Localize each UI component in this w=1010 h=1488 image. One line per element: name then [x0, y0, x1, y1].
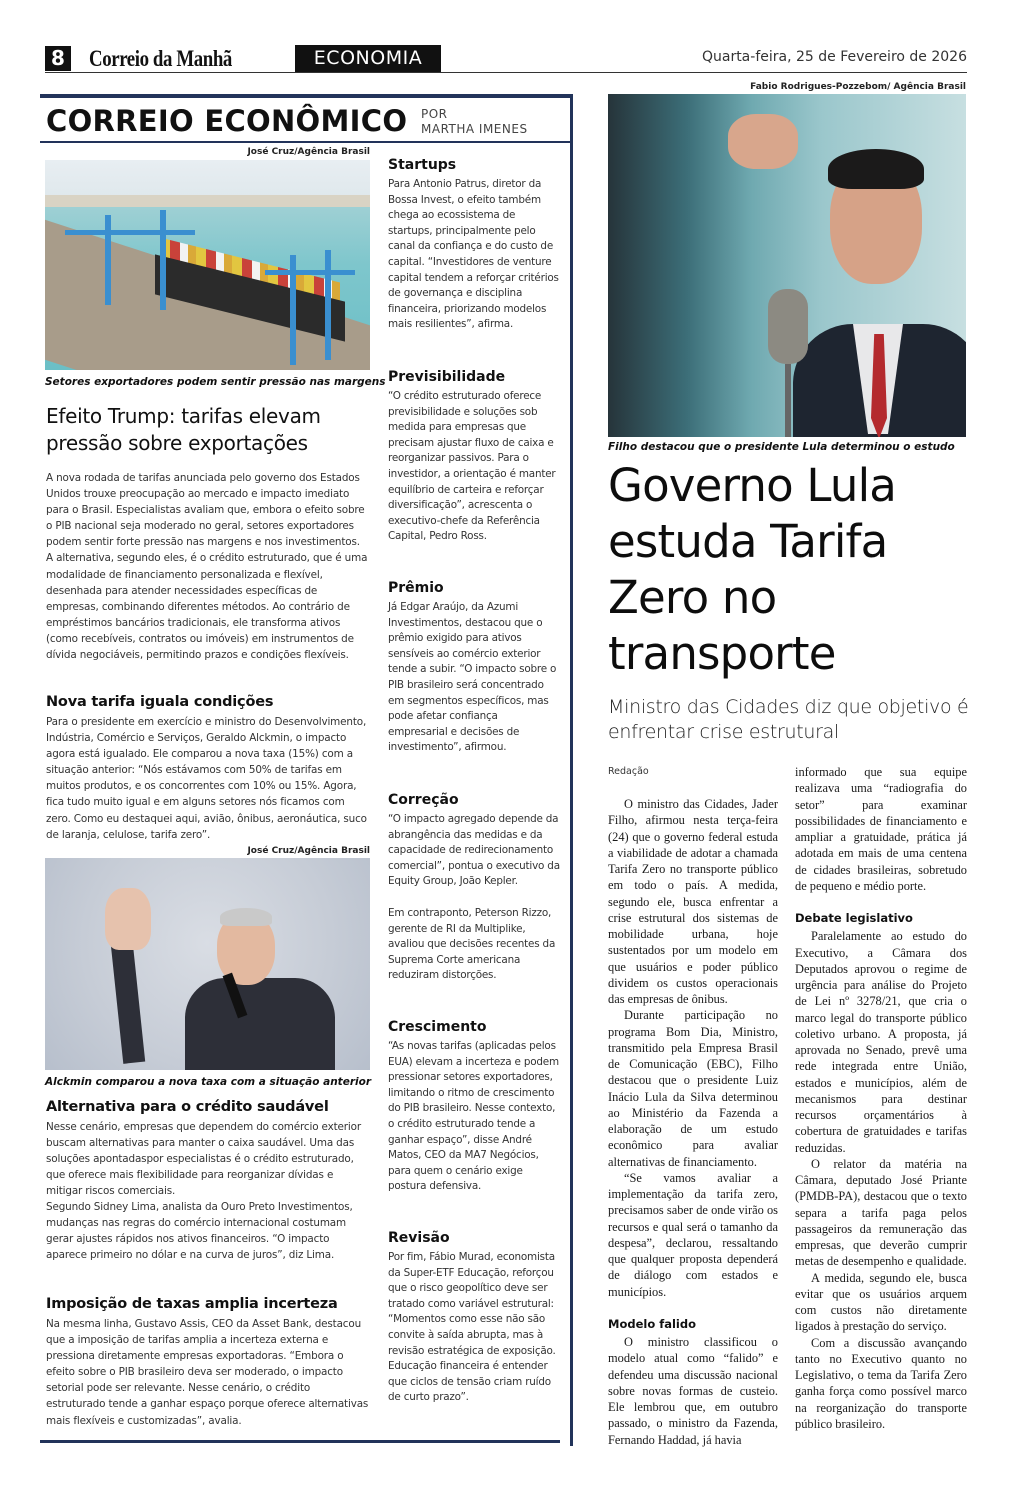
- column-bottom-rule: [40, 1440, 560, 1443]
- section-paragraph: Para o presidente em exercício e ministro do Desenvolvimento, Indústria, Comércio e Serviços, Geraldo Alckmin, o impacto agora está igualado. Ele comparou a nova taxa (15%) com a situação anterior: “Nós estávamos com 50% de tarifas em muitos produtos, e os concorrentes com 10% ou 15%. Agora, fica tudo muito igual e em alguns setores nós ficamos com zero. Como eu destaquei aqui, avião, ônibus, aeronáutica, suco de laranja, celulose, tarifa zero”.: [46, 716, 367, 841]
- section-paragraph: Na mesma linha, Gustavo Assis, CEO da Asset Bank, destacou que a imposição de tarifas amplia a incerteza externa e pressiona diretamente empresas exportadoras. “Embora o efeito sobre o PIB brasileiro deva ser moderado, o impacto setorial pode ser relevante. Nesse cenário, o crédito estruturado tende a ganhar espaço porque oferece alternativas mais flexíveis e customizadas”, avalia.: [46, 1318, 369, 1427]
- article-paragraph: A medida, segundo ele, busca evitar que os usuários arquem com custos não diretamente ligados à prestação do serviço.: [795, 1270, 967, 1334]
- section-tag: ECONOMIA: [295, 45, 441, 72]
- alckmin-photo: [45, 858, 370, 1070]
- column-headline: [46, 403, 321, 457]
- page-number: 8: [45, 46, 71, 71]
- section-heading: Revisão: [388, 1230, 450, 1246]
- section-paragraph: Segundo Sidney Lima, analista da Ouro Preto Investimentos, mudanças nas regras do comércio internacional costumam gerar ajustes rápidos nos ativos financeiros. “O impacto aparece primeiro no dólar e na curva de juros”, diz Lima.: [46, 1201, 353, 1262]
- main-subheadline: Ministro das Cidades diz que objetivo é enfrentar crise estrutural: [608, 696, 969, 743]
- section-paragraph: “O crédito estruturado oferece previsibilidade e soluções sob medida para empresas que precisam ajustar fluxo de caixa e reorganizar passivos. Para o investidor, a orientação é manter equilíbrio de carteira e reforçar diversificação”, acrescenta o executivo-chefe da Referência Capital, Pedro Ross.: [388, 390, 556, 543]
- photo-credit: José Cruz/Agência Brasil: [247, 147, 370, 157]
- section-heading: Correção: [388, 792, 459, 808]
- section-heading: Nova tarifa iguala condições: [46, 694, 274, 710]
- article-paragraph: informado que sua equipe realizava uma “radiografia do setor” para examinar possibilidades de financiamento e ampliar a gratuidade, prática já adotada em mais de uma centena de cidades brasileiras, sobretudo de pequeno e médio porte.: [795, 765, 967, 893]
- photo-credit: Fabio Rodrigues-Pozzebom/ Agência Brasil: [750, 82, 966, 92]
- photo-credit: José Cruz/Agência Brasil: [247, 846, 370, 856]
- masthead: [45, 45, 967, 73]
- column-byline: [421, 107, 528, 137]
- byline-author: MARTHA IMENES: [421, 122, 528, 136]
- headline-line: Efeito Trump: tarifas elevam: [46, 404, 321, 428]
- article-column-2: [795, 764, 967, 1432]
- article-subheading: Modelo falido: [608, 1316, 697, 1331]
- column-title: CORREIO ECONÔMICO: [46, 104, 408, 138]
- section-paragraph: Nesse cenário, empresas que dependem do comércio exterior buscam alternativas para manter o caixa saudável. Uma das soluções apontadaspor especialistas é o crédito estruturado, que oferece mais flexibilidade para reorganizar dívidas e mitigar riscos comerciais.: [46, 1121, 361, 1198]
- newspaper-name: Correio da Manhã: [89, 46, 232, 71]
- article-byline: Redação: [608, 766, 649, 777]
- article-subheading: Debate legislativo: [795, 911, 913, 925]
- article-paragraph: Com a discussão avançando tanto no Executivo quanto no Legislativo, o tema da Tarifa Zero ganha força como possível marco na reorganização do transporte público brasileiro.: [795, 1335, 967, 1431]
- section-heading: Imposição de taxas amplia incerteza: [46, 1296, 338, 1312]
- issue-date: Quarta-feira, 25 de Fevereiro de 2026: [701, 49, 967, 65]
- intro-paragraph: A nova rodada de tarifas anunciada pelo governo dos Estados Unidos trouxe preocupação ao mercado e impacto imediato para o Brasil. Especialistas avaliam que, embora o efeito sobre o PIB nacional seja moderado no geral, setores exportadores podem sentir forte pressão nas margens e nos investimentos. A alternativa, segundo eles, é o crédito estruturado, que é uma modalidade de financiamento personalizada e flexível, desenhada para atender necessidades específicas de empresas, combinando diferentes métodos. Ao contrário de empréstimos bancários tradicionais, ele transforma ativos (como recebíveis, contratos ou imóveis) em instrumentos de dívida negociáveis, permitindo prazos e condições flexíveis.: [46, 472, 368, 662]
- article-paragraph: O ministro das Cidades, Jader Filho, afirmou nesta terça-feira (24) que o governo federal estuda a viabilidade de adotar a chamada Tarifa Zero no transporte público em todo o país. A medida, segundo ele, busca enfrentar a crise estrutural dos sistemas de mobilidade urbana, hoje sustentados por um modelo em que usuários e poder público dividem os custos operacionais das empresas de ônibus.: [608, 797, 778, 1006]
- section-heading: Prêmio: [388, 580, 444, 596]
- section-heading: Startups: [388, 157, 457, 173]
- article-paragraph: “Se vamos avaliar a implementação da tarifa zero, precisamos saber de onde virão os recursos e qual será o tamanho da despesa”, declarou, ressaltando que qualquer proposta dependerá de diálogo com estados e municípios.: [608, 1170, 778, 1299]
- section-heading: Previsibilidade: [388, 369, 506, 385]
- article-paragraph: O ministro classificou o modelo atual como “falido” e defendeu uma discussão nacional sobre novas formas de custeio. Ele lembrou que, em outubro passado, o ministro da Fazenda, Fernando Haddad, já havia: [608, 1335, 778, 1447]
- photo-caption: Filho destacou que o presidente Lula determinou o estudo: [608, 441, 955, 453]
- article-column-1: [608, 796, 778, 1448]
- section-heading: Alternativa para o crédito saudável: [46, 1099, 329, 1115]
- minister-photo: [608, 94, 966, 437]
- section-paragraph: Por fim, Fábio Murad, economista da Super-ETF Educação, reforçou que o risco geopolítico deve ser tratado como variável estrutural: “Momentos como esse não são convite à saída abrupta, mas à revisão estratégica de exposição. Educação financeira é entender que ciclos de tensão criam ruído de curto prazo”.: [388, 1251, 556, 1404]
- article-paragraph: Durante participação no programa Bom Dia, Ministro, transmitido pela Empresa Brasil de Comunicação (EBC), Filho destacou que o presidente Luiz Inácio Lula da Silva determinou ao Ministério da Fazenda a elaboração de um estudo econômico para avaliar alternativas de financiamento.: [608, 1008, 778, 1169]
- photo-caption: Setores exportadores podem sentir pressão nas margens: [45, 376, 386, 388]
- headline-line: pressão sobre exportações: [46, 431, 308, 455]
- section-paragraph: Para Antonio Patrus, diretor da Bossa Invest, o efeito também chega ao ecossistema de startups, principalmente pelo canal da confiança e do custo de capital. “Investidores de venture capital tendem a reforçar critérios de governança e disciplina financeira, priorizando modelos mais resilientes”, afirma.: [388, 178, 559, 331]
- column-title-rule: [40, 141, 570, 143]
- section-paragraph: “O impacto agregado depende da abrangência das medidas e da capacidade de redirecionamento comercial”, pontua o executivo da Equity Group, João Kepler.: [388, 813, 560, 888]
- article-paragraph: Paralelamente ao estudo do Executivo, a Câmara dos Deputados aprovou o regime de urgência para análise do Projeto de Lei nº 3278/21, que cria o marco legal do transporte público coletivo urbano. A proposta, já aprovada no Senado, prevê uma rede integrada entre União, estados e municípios, além de mecanismos para destinar recursos orçamentários à cobertura de gratuidades e tarifas reduzidas.: [795, 929, 967, 1155]
- byline-label: POR: [421, 107, 448, 121]
- photo-caption: Alckmin comparou a nova taxa com a situação anterior: [45, 1076, 371, 1088]
- section-heading: Crescimento: [388, 1019, 487, 1035]
- section-paragraph: Já Edgar Araújo, da Azumi Investimentos, destacou que o prêmio exigido para ativos sensíveis ao comércio exterior tende a subir. “O impacto sobre o PIB brasileiro será concentrado em segmentos específicos, mas pode afetar confiança empresarial e decisões de investimento”, afirmou.: [388, 601, 557, 754]
- section-paragraph: Em contraponto, Peterson Rizzo, gerente de RI da Multiplike, avaliou que decisões recentes da Suprema Corte americana reduziram distorções.: [388, 907, 556, 982]
- section-paragraph: “As novas tarifas (aplicadas pelos EUA) elevam a incerteza e podem pressionar setores exportadores, limitando o ritmo de crescimento do PIB brasileiro. Nesse contexto, o crédito estruturado tende a ganhar espaço”, disse André Matos, CEO da MA7 Negócios, para quem o cenário exige postura defensiva.: [388, 1040, 559, 1193]
- main-headline: Governo Lula estuda Tarifa Zero no transporte: [608, 459, 897, 680]
- port-photo: [45, 160, 370, 370]
- article-paragraph: O relator da matéria na Câmara, deputado José Priante (PMDB-PA), destacou que o texto separa a tarifa paga pelos passageiros da remuneração das empresas, que deverão cumprir metas de desempenho e qualidade.: [795, 1156, 967, 1269]
